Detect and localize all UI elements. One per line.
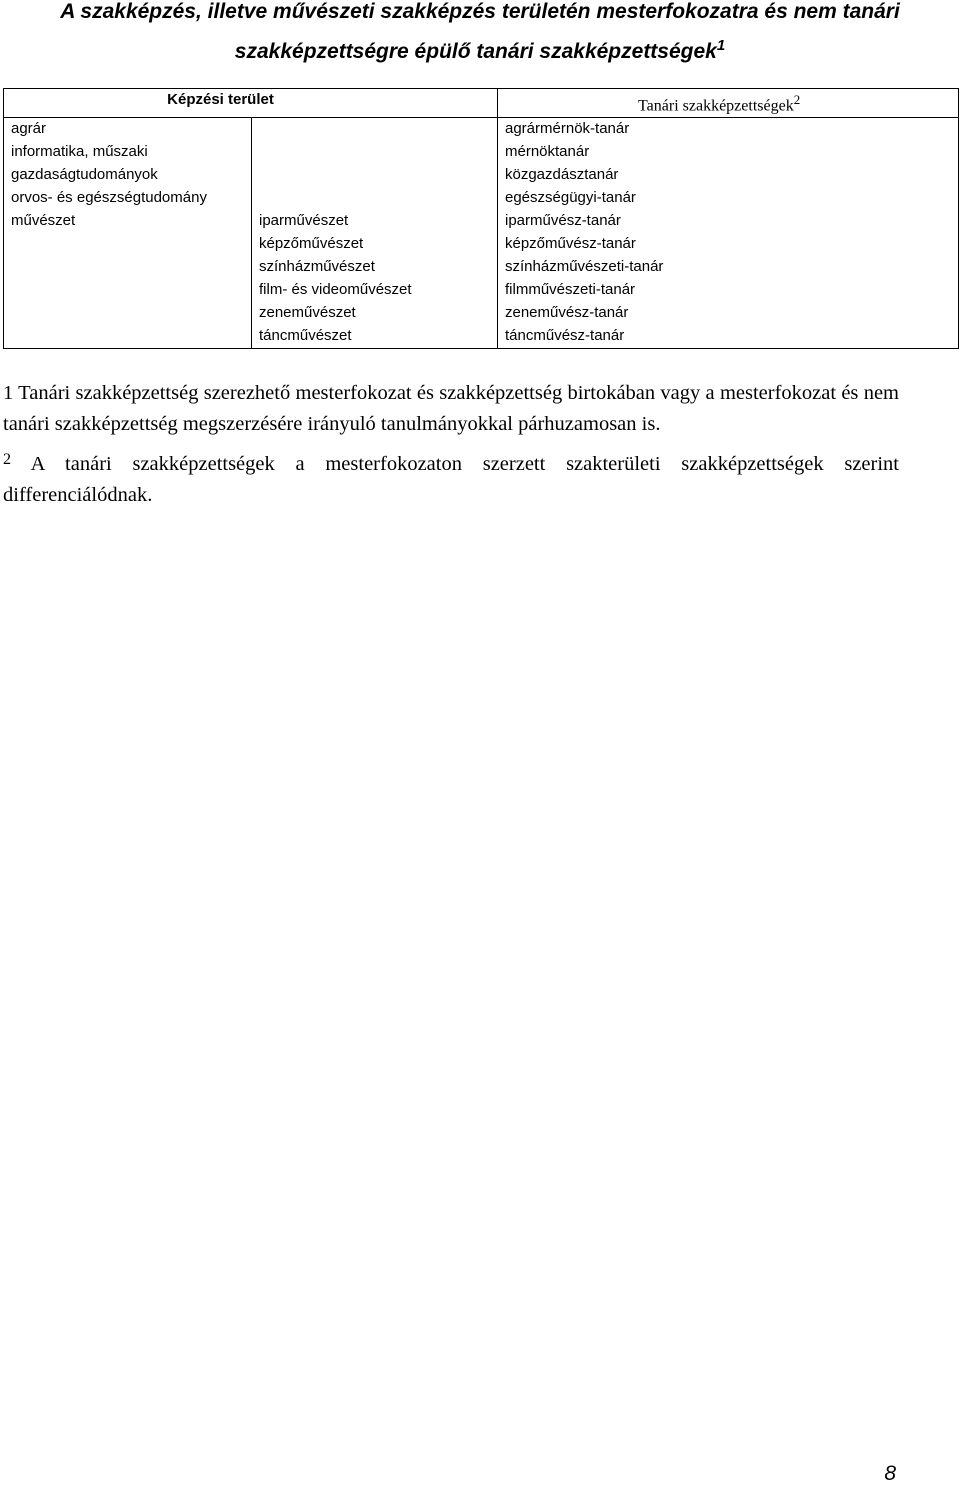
qualification-cell: egészségügyi-tanár: [498, 187, 959, 210]
document-title: [0, 0, 960, 69]
table-row: [4, 279, 959, 302]
subarea-cell: zeneművészet: [252, 302, 498, 325]
table-row: [4, 210, 959, 233]
table-row: [4, 325, 959, 349]
table-row: [4, 256, 959, 279]
subarea-cell: képzőművészet: [252, 233, 498, 256]
subarea-cell: film- és videoművészet: [252, 279, 498, 302]
footnote-2-text: A tanári szakképzettségek a mesterfokozaton szerzett szakterületi szakképzettségek szerint differenciálódnak.: [3, 453, 899, 506]
footnote-1-text: Tanári szakképzettség szerezhető mesterfokozat és szakképzettség birtokában vagy a mesterfokozat és nem tanári szakképzettség megszerzésére irányuló tanulmányokkal párhuzamosan is.: [3, 382, 899, 435]
title-footnote-mark: 1: [716, 37, 726, 54]
qualification-cell: zeneművész-tanár: [498, 302, 959, 325]
subarea-cell: táncművészet: [252, 325, 498, 349]
area-cell: [4, 325, 252, 349]
subarea-cell: [252, 118, 498, 142]
qualification-cell: táncművész-tanár: [498, 325, 959, 349]
subarea-cell: iparművészet: [252, 210, 498, 233]
area-cell: orvos- és egészségtudomány: [4, 187, 252, 210]
title-line-2: [0, 29, 960, 69]
table-header-row: [4, 89, 959, 118]
table-row: [4, 187, 959, 210]
qualification-cell: agrármérnök-tanár: [498, 118, 959, 142]
footnotes: [3, 378, 899, 515]
header-teacher-qualifications: [498, 89, 959, 118]
subarea-cell: [252, 164, 498, 187]
qualification-cell: iparművész-tanár: [498, 210, 959, 233]
qualification-cell: színházművészeti-tanár: [498, 256, 959, 279]
table-row: [4, 141, 959, 164]
area-cell: [4, 256, 252, 279]
area-cell: agrár: [4, 118, 252, 142]
area-cell: művészet: [4, 210, 252, 233]
area-cell: gazdaságtudományok: [4, 164, 252, 187]
subarea-cell: [252, 141, 498, 164]
header-training-area: Képzési terület: [4, 89, 498, 118]
table-row: [4, 233, 959, 256]
table-row: [4, 164, 959, 187]
footnote-2-mark: 2: [3, 451, 11, 468]
area-cell: informatika, műszaki: [4, 141, 252, 164]
header-teacher-qualifications-text: Tanári szakképzettségek: [638, 97, 794, 115]
table-row: [4, 302, 959, 325]
qualification-table: [3, 88, 959, 349]
page-number: 8: [884, 1462, 896, 1485]
subarea-cell: színházművészet: [252, 256, 498, 279]
footnote-2: [3, 444, 899, 511]
footnote-1: [3, 378, 899, 440]
table-row: [4, 118, 959, 142]
area-cell: [4, 279, 252, 302]
qualification-cell: közgazdásztanár: [498, 164, 959, 187]
header-footnote-mark: 2: [793, 92, 801, 107]
qualification-cell: képzőművész-tanár: [498, 233, 959, 256]
qualification-cell: mérnöktanár: [498, 141, 959, 164]
footnote-1-mark: 1: [3, 382, 14, 404]
subarea-cell: [252, 187, 498, 210]
area-cell: [4, 233, 252, 256]
title-line-1: A szakképzés, illetve művészeti szakképzés területén mesterfokozatra és nem tanári: [60, 0, 900, 23]
area-cell: [4, 302, 252, 325]
title-line-2-text: szakképzettségre épülő tanári szakképzettségek: [234, 40, 717, 63]
qualification-cell: filmművészeti-tanár: [498, 279, 959, 302]
